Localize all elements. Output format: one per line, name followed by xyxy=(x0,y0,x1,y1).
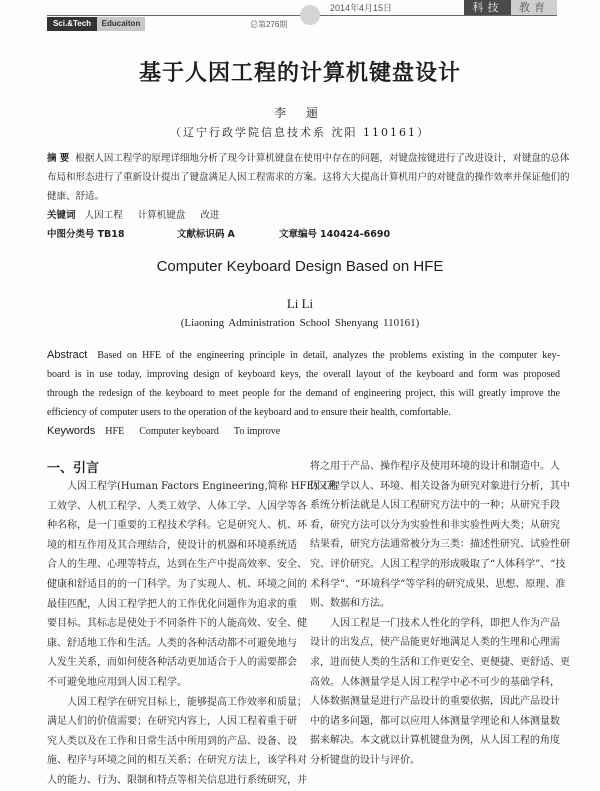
abstract-en xyxy=(47,346,560,441)
body-line: 结果看，研究方法通常被分为三类：描述性研究、试验性研 xyxy=(310,539,570,551)
class-value: TB18 xyxy=(97,229,125,240)
body-line: 分析键盘的设计与评价。 xyxy=(310,754,420,766)
body-line: 高效。人体测量学是人因工程学中必不可少的基础学科， xyxy=(310,676,560,688)
issue-date: 2014年4月15日 xyxy=(330,3,393,13)
keywords-label-en: Keywords xyxy=(47,425,96,437)
body-line: 满足人们的价值需要；在研究内容上，人因工程着重于研 xyxy=(47,716,297,728)
article-number-label: 文章编号 xyxy=(279,229,318,240)
keyword: To improve xyxy=(233,426,281,437)
body-line: 系统分析法就是人因工程研究方法中的一种；从研究手段 xyxy=(310,500,560,512)
keyword: 改进 xyxy=(200,210,220,221)
affiliation-cn: （辽宁行政学院信息技术系 沈阳 110161） xyxy=(170,126,430,139)
body-line: 中的诸多问题，都可以应用人体测量学理论和人体测量数 xyxy=(310,715,560,727)
journal-name-part2: Educaiton xyxy=(97,17,145,31)
body-right-column xyxy=(310,457,570,771)
body-line: 因工程学以人、环境、相关设备为研究对象进行分析，其中 xyxy=(310,480,570,492)
section-tab-keji: 科技 xyxy=(464,0,511,15)
abstract-line: 布局和形态进行了重新设计提出了键盘满足人因工程需求的方案。这将大大提高计算机用户的对键盘的操作效率并保证他们的 xyxy=(47,172,570,183)
keyword: Computer keyboard xyxy=(139,426,219,437)
body-line: 要目标。其标志是使处于不同条件下的人能高效、安全、健 xyxy=(47,618,307,630)
body-line: 人的能力、行为、限制和特点等相关信息进行系统研究，并 xyxy=(47,774,307,786)
abstract-line: through the redesign of the keyboard to meet people for the demand of engineering project, this will greatly improve the xyxy=(47,388,560,399)
abstract-line: Based on HFE of the engineering principle in detail, analyzes the problems existing in the computer key- xyxy=(97,350,560,361)
keyword: HFE xyxy=(105,426,125,437)
section-heading: 一、引言 xyxy=(47,461,100,476)
body-line: 人体数据测量是进行产品设计的重要依据，因此产品设计 xyxy=(310,696,560,708)
abstract-cn xyxy=(47,149,570,244)
body-line: 看，研究方法可以分为实验性和非实验性两大类；从研究 xyxy=(310,519,560,531)
abstract-label-cn: 摘 要 xyxy=(47,153,70,164)
doc-code-value: A xyxy=(227,229,235,240)
body-line: 健康和舒适目的的一门科学。为了实现人、机、环境之间的 xyxy=(47,578,307,590)
body-line: 不可避免地应用到人因工程学。 xyxy=(47,676,187,688)
body-line: 则、数据和方法。 xyxy=(310,598,390,610)
body-line: 境的相互作用及其合理结合，使设计的机器和环境系统适 xyxy=(47,539,297,551)
body-line: 康、舒适地工作和生活。人类的各种活动都不可避免地与 xyxy=(47,637,297,649)
paper-title-en: Computer Keyboard Design Based on HFE xyxy=(156,258,444,275)
body-line: 最佳匹配，人因工程学把人的工作优化问题作为追求的重 xyxy=(47,598,297,610)
body-line: 术科学”、“环境科学”等学科的研究成果、思想、原理、准 xyxy=(310,578,566,590)
body-line: 据来解决。本文就以计算机键盘为例，从人因工程的角度 xyxy=(310,735,560,747)
abstract-label-en: Abstract xyxy=(47,349,88,361)
body-line: 求，进而使人类的生活和工作更安全、更便捷、更舒适、更 xyxy=(310,656,570,668)
body-line: 合人的生理、心理等特点，达到在生产中提高效率、安全、 xyxy=(47,559,307,571)
class-label: 中图分类号 xyxy=(47,229,95,240)
body-line: 设计的出发点，使产品能更好地满足人类的生理和心理需 xyxy=(310,637,560,649)
keywords-en xyxy=(47,422,560,441)
keywords-cn xyxy=(47,206,560,225)
body-line: 将之用于产品、操作程序及使用环境的设计和制造中。人 xyxy=(310,461,560,472)
keywords-label-cn: 关键词 xyxy=(47,210,76,221)
article-number-value: 140424-6690 xyxy=(320,229,391,240)
author-cn: 李 逦 xyxy=(274,106,326,120)
abstract-line: board is in use today, improving design of keyboard keys, the overall layout of the keyboard and form was proposed xyxy=(47,369,560,380)
body-line: 种名称，是一门重要的工程技术学科。它是研究人、机、环 xyxy=(47,520,307,532)
section-tab-jiaoyu: 教育 xyxy=(511,0,557,15)
keyword: 人因工程 xyxy=(84,210,123,221)
abstract-line: 根据人因工程学的原理详细地分析了现今计算机键盘在使用中存在的问题，对键盘按键进行了改进设计，对键盘的总体 xyxy=(75,153,570,164)
body-line: 人发生关系，而如何使各种活动更加适合于人的需要都会 xyxy=(47,657,297,669)
paper-title-cn: 基于人因工程的计算机键盘设计 xyxy=(138,61,461,86)
keyword: 计算机键盘 xyxy=(137,210,186,221)
abstract-line: 健康、舒适。 xyxy=(47,191,105,202)
body-line: 人因工程是一门技术人性化的学科，即把人作为产品 xyxy=(330,617,560,629)
body-line: 施、程序与环境之间的相互关系；在研究方法上，该学科对 xyxy=(47,755,307,767)
abstract-line: efficiency of computer users to the operation of the keyboard and to ensure their health, comfortable. xyxy=(47,407,451,418)
body-left-column xyxy=(47,477,338,791)
body-line: 究人类以及在工作和日常生活中所用到的产品、设备、设 xyxy=(47,735,297,747)
doc-code-label: 文献标识码 xyxy=(177,229,225,240)
body-line: 人因工程学(Human Factors Engineering,简称 HFE)又称 xyxy=(67,481,338,492)
affiliation-en: (Liaoning Administration School Shenyang 110161) xyxy=(180,317,420,329)
author-en: Li Li xyxy=(286,296,314,311)
journal-name-part1: Sci.&Tech xyxy=(47,17,97,31)
body-line: 究、评价研究。人因工程学的形成吸取了“人体科学”、“技 xyxy=(310,558,566,570)
header-circle-ornament xyxy=(300,5,320,25)
body-line: 工效学、人机工程学、人类工效学、人体工学、人因学等各 xyxy=(47,500,307,512)
classification-row xyxy=(47,225,560,244)
body-line: 人因工程学在研究目标上，能够提高工作效率和质量； xyxy=(67,696,307,708)
issue-number: 总第276期 xyxy=(250,20,288,29)
